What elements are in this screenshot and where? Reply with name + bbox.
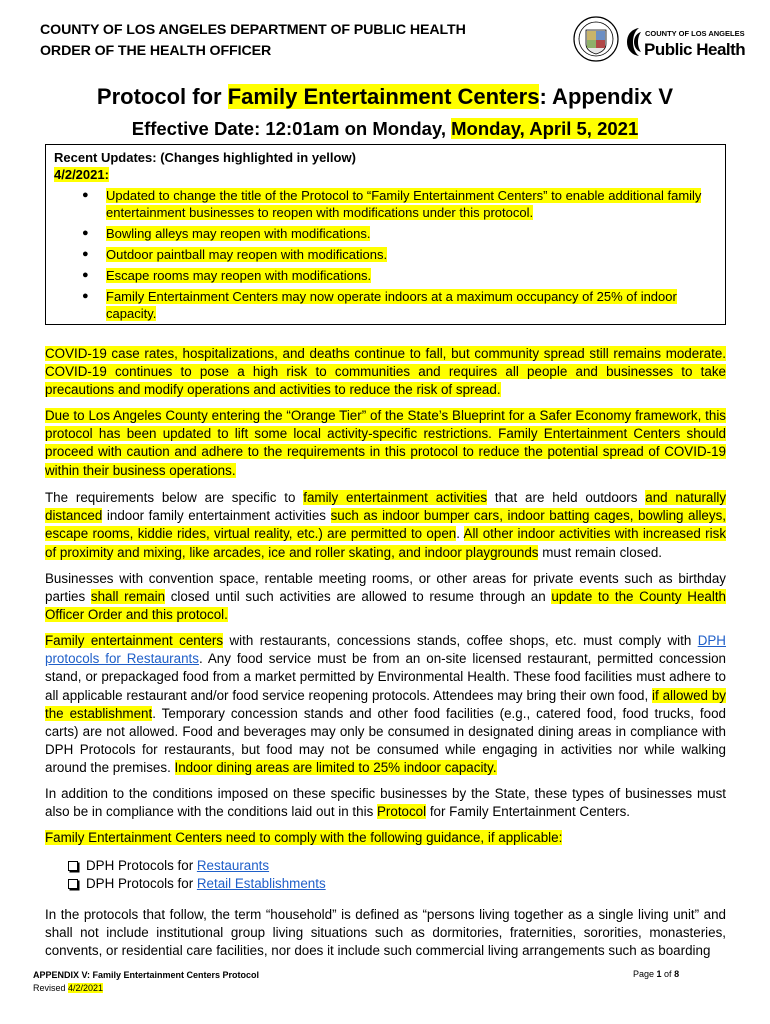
public-health-logo <box>623 24 769 60</box>
footer-title: APPENDIX V: Family Entertainment Centers Protocol <box>33 970 260 980</box>
paragraph-guidance-intro: Family Entertainment Centers need to comply with the following guidance, if applicable: <box>45 830 563 845</box>
update-item: ● Outdoor paintball may reopen with modifications. <box>82 247 388 262</box>
bullet-icon: ● <box>82 227 89 239</box>
bullet-icon: ● <box>82 248 89 260</box>
footer-revised: Revised 4/2/2021 <box>33 983 104 993</box>
paragraph-convention-space: Businesses with convention space, rentable meeting rooms, or other areas for private events such as birthday parties shall remain closed until such activities are allowed to resume through an update to the County Health Officer Order and this protocol. <box>45 571 726 623</box>
org-line-1: COUNTY OF LOS ANGELES DEPARTMENT OF PUBLIC HEALTH <box>40 22 466 38</box>
updates-list <box>64 187 717 322</box>
paragraph-orange-tier: Due to Los Angeles County entering the “Orange Tier” of the State’s Blueprint for a Safer Economy framework, this protocol has been updated to lift some local activity-specific restrictions. Family Entertainment Centers should proceed with caution and adhere to the requirements in this protocol to reduce the potential spread of COVID-19 within their business operations. <box>45 408 726 478</box>
updates-date: 4/2/2021: <box>54 167 109 182</box>
update-item: ● Bowling alleys may reopen with modifications. <box>82 226 371 241</box>
svg-text:Public Health: Public Health <box>644 40 746 59</box>
footer-left <box>33 969 259 995</box>
org-line-2: ORDER OF THE HEALTH OFFICER <box>40 43 272 59</box>
page-title: Protocol for Family Entertainment Centers: Appendix V <box>96 84 674 109</box>
checkbox-bullet-icon <box>68 861 78 871</box>
guidance-item-retail: DPH Protocols for Retail Establishments <box>68 875 326 892</box>
bullet-icon: ● <box>82 269 89 281</box>
update-item: ● Family Entertainment Centers may now operate indoors at a maximum occupancy of 25% of indoor capacity. <box>82 289 677 321</box>
paragraph-household: In the protocols that follow, the term “household” is defined as “persons living together as a single living unit” and shall not include institutional group living situations such as dormitories, fraternities, sororities, monasteries, convents, or residential care facilities, nor does it include such commercial living arrangements such as boarding <box>45 907 726 959</box>
paragraph-state-conditions: In addition to the conditions imposed on these specific businesses by the State, these types of businesses must also be in compliance with the conditions laid out in this Protocol for Family Entertainment Centers. <box>45 786 726 820</box>
county-seal-icon <box>573 16 619 62</box>
bullet-icon: ● <box>82 290 89 302</box>
bullet-icon: ● <box>82 189 89 201</box>
updates-heading: Recent Updates: (Changes highlighted in yellow) <box>54 150 356 165</box>
recent-updates-box <box>45 144 726 325</box>
page-header <box>40 20 746 68</box>
dph-restaurants-link[interactable]: DPH protocols for Restaurants <box>45 633 726 667</box>
paragraph-requirements: The requirements below are specific to family entertainment activities that are held outdoors and naturally distanced indoor family entertainment activities such as indoor bumper cars, indoor batting cages, bowling alleys, escape rooms, kiddie rides, virtual reality, etc.) are permitted to open. All other indoor activities with increased risk of proximity and mixing, like arcades, ice and roller skating, and indoor playgrounds must remain closed. <box>45 490 727 560</box>
svg-text:COUNTY OF LOS ANGELES: COUNTY OF LOS ANGELES <box>645 29 745 38</box>
effective-date: Effective Date: 12:01am on Monday, Monday, April 5, 2021 <box>131 118 639 139</box>
update-item: ● Updated to change the title of the Protocol to “Family Entertainment Centers” to enable additional family entertainment businesses to reopen with modifications under this protocol. <box>82 188 702 220</box>
retail-establishments-link[interactable]: Retail Establishments <box>196 876 326 891</box>
restaurants-link[interactable]: Restaurants <box>196 858 270 873</box>
update-item: ● Escape rooms may reopen with modifications. <box>82 268 372 283</box>
paragraph-covid-rates: COVID-19 case rates, hospitalizations, and deaths continue to fall, but community spread still remains moderate. COVID-19 continues to pose a high risk to communities and requires all people and businesses to take precautions and modify operations and activities to reduce the risk of spread. <box>45 346 726 398</box>
paragraph-food-service: Family entertainment centers with restaurants, concessions stands, coffee shops, etc. must comply with DPH protocols for Restaurants. Any food service must be from an on-site licensed restaurant, permitted concession stand, or prepackaged food from a market permitted by Environmental Health. These food facilities must adhere to all applicable restaurant and/or food service reopening protocols. Attendees may bring their own food, if allowed by the establishment. Temporary concession stands and other food facilities (e.g., catered food, food trucks, food carts) are not allowed. Food and beverages may only be consumed in designated dining areas in compliance with DPH Protocols for restaurants, but food may not be consumed while engaging in activities nor while walking around the premises. Indoor dining areas are limited to 25% indoor capacity. <box>45 633 727 776</box>
guidance-item-restaurants: DPH Protocols for Restaurants <box>68 857 269 874</box>
checkbox-bullet-icon <box>68 879 78 889</box>
page-number: Page 1 of 8 <box>633 969 680 979</box>
